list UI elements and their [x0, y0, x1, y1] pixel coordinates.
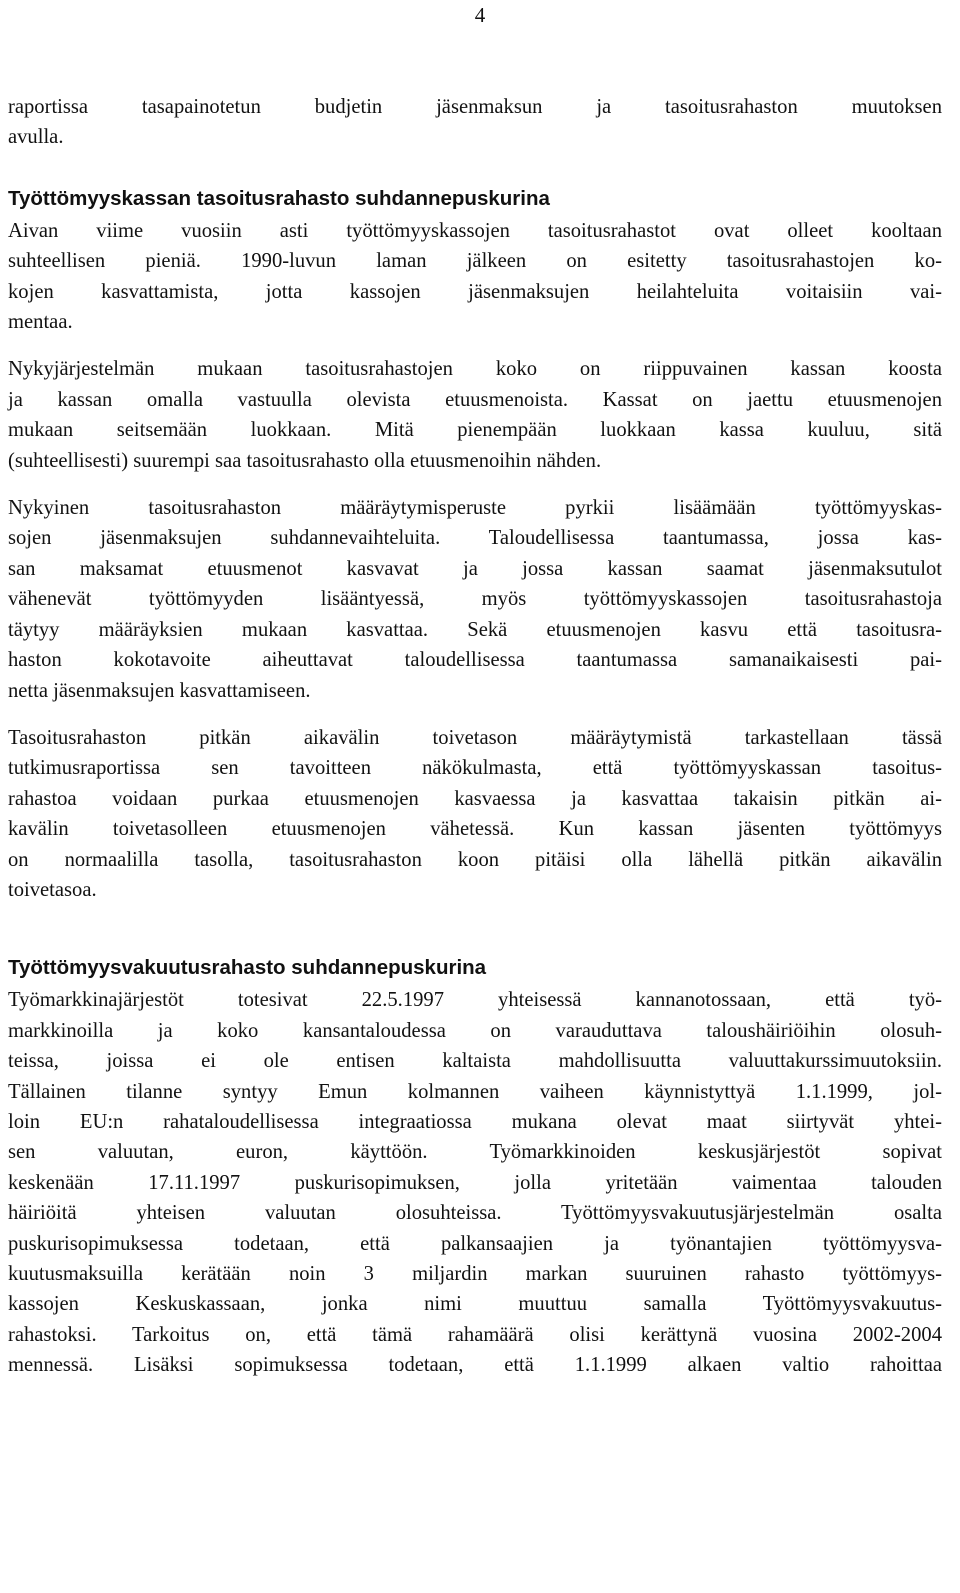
- text-line: Tasoitusrahaston pitkän aikavälin toivetason määräytymistä tarkastellaan tässä: [8, 726, 942, 749]
- text-line: toivetasoa.: [8, 878, 97, 901]
- text-line: rahastoa voidaan purkaa etuusmenojen kasvaessa ja kasvattaa takaisin pitkän ai-: [8, 787, 942, 810]
- text-line: avulla.: [8, 126, 64, 149]
- text-line: kuutusmaksuilla kerätään noin 3 miljardin markan suuruinen rahasto työttömyys-: [8, 1263, 942, 1285]
- text-line: Tällainen tilanne syntyy Emun kolmannen vaiheen käynnistyttyä 1.1.1999, jol-: [8, 1080, 942, 1103]
- paragraph: [8, 493, 942, 706]
- text-line: Työmarkkinajärjestöt totesivat 22.5.1997 yhteisessä kannanotossaan, että työ-: [8, 989, 942, 1012]
- paragraph: [8, 216, 942, 338]
- paragraph: [8, 723, 942, 905]
- text-line: san maksamat etuusmenot kasvavat ja jossa kassan saamat jäsenmaksutulot: [8, 557, 942, 580]
- text-line: tutkimusraportissa sen tavoitteen näkökulmasta, että työttömyyskassan tasoitus-: [8, 757, 942, 780]
- document-body: [8, 92, 942, 1381]
- text-line: sen valuutan, euron, käyttöön. Työmarkkinoiden keskusjärjestöt sopivat: [8, 1141, 942, 1164]
- text-line: vähenevät työttömyyden lisääntyessä, myös työttömyyskassojen tasoitusrahastoja: [8, 588, 942, 611]
- text-line: mennessä. Lisäksi sopimuksessa todetaan, että 1.1.1999 alkaen valtio rahoittaa: [8, 1354, 942, 1377]
- text-line: Nykyjärjestelmän mukaan tasoitusrahastojen koko on riippuvainen kassan koosta: [8, 358, 942, 381]
- text-line: Nykyinen tasoitusrahaston määräytymisperuste pyrkii lisäämään työttömyyskas-: [8, 497, 942, 520]
- text-line: sojen jäsenmaksujen suhdannevaihteluita. Taloudellisessa taantumassa, jossa kas-: [8, 527, 942, 550]
- paragraph: [8, 985, 942, 1380]
- text-line: loin EU:n rahataloudellisessa integraatiossa mukana olevat maat siirtyvät yhtei-: [8, 1110, 942, 1133]
- section-heading: Työttömyyskassan tasoitusrahasto suhdannepuskurina: [8, 186, 550, 210]
- page-number: 4: [474, 3, 486, 27]
- text-line: ja kassan omalla vastuulla olevista etuusmenoista. Kassat on jaettu etuusmenojen: [8, 388, 942, 411]
- text-line: keskenään 17.11.1997 puskurisopimuksen, jolla yritetään vaimentaa talouden: [8, 1171, 942, 1194]
- intro-paragraph: [8, 92, 942, 153]
- text-line: (suhteellisesti) suurempi saa tasoitusrahasto olla etuusmenoihin nähden.: [8, 449, 602, 472]
- text-line: kojen kasvattamista, jotta kassojen jäsenmaksujen heilahteluita voitaisiin vai-: [8, 280, 942, 303]
- text-line: kassojen Keskuskassaan, jonka nimi muuttuu samalla Työttömyysvakuutus-: [8, 1293, 942, 1316]
- text-line: haston kokotavoite aiheuttavat taloudellisessa taantumassa samanaikaisesti pai-: [8, 649, 942, 672]
- text-line: mentaa.: [8, 311, 73, 334]
- text-line: on normaalilla tasolla, tasoitusrahaston koon pitäisi olla lähellä pitkän aikavälin: [8, 848, 942, 871]
- text-line: raportissa tasapainotetun budjetin jäsenmaksun ja tasoitusrahaston muutoksen: [8, 96, 942, 118]
- text-line: teissa, joissa ei ole entisen kaltaista mahdollisuutta valuuttakurssimuutoksiin.: [8, 1050, 942, 1073]
- text-line: Aivan viime vuosiin asti työttömyyskassojen tasoitusrahastot ovat olleet kooltaan: [8, 219, 942, 242]
- text-line: mukaan seitsemään luokkaan. Mitä pienempään luokkaan kassa kuuluu, sitä: [8, 419, 942, 442]
- text-line: häiriöitä yhteisen valuutan olosuhteissa. Työttömyysvakuutusjärjestelmän osalta: [8, 1202, 942, 1225]
- text-line: täytyy määräyksien mukaan kasvattaa. Sekä etuusmenojen kasvu että tasoitusra-: [8, 618, 942, 641]
- text-line: markkinoilla ja koko kansantaloudessa on varauduttava taloushäiriöihin olosuh-: [8, 1019, 942, 1042]
- text-line: suhteellisen pieniä. 1990-luvun laman jälkeen on esitetty tasoitusrahastojen ko-: [8, 250, 942, 273]
- text-line: puskurisopimuksessa todetaan, että palkansaajien ja työnantajien työttömyysva-: [8, 1232, 942, 1255]
- text-line: kavälin toivetasolleen etuusmenojen vähetessä. Kun kassan jäsenten työttömyys: [8, 818, 942, 841]
- text-line: rahastoksi. Tarkoitus on, että tämä rahamäärä olisi kerättynä vuosina 2002-2004: [8, 1323, 942, 1346]
- text-line: netta jäsenmaksujen kasvattamiseen.: [8, 679, 311, 702]
- paragraph: [8, 354, 942, 476]
- section-heading: Työttömyysvakuutusrahasto suhdannepuskurina: [8, 956, 487, 980]
